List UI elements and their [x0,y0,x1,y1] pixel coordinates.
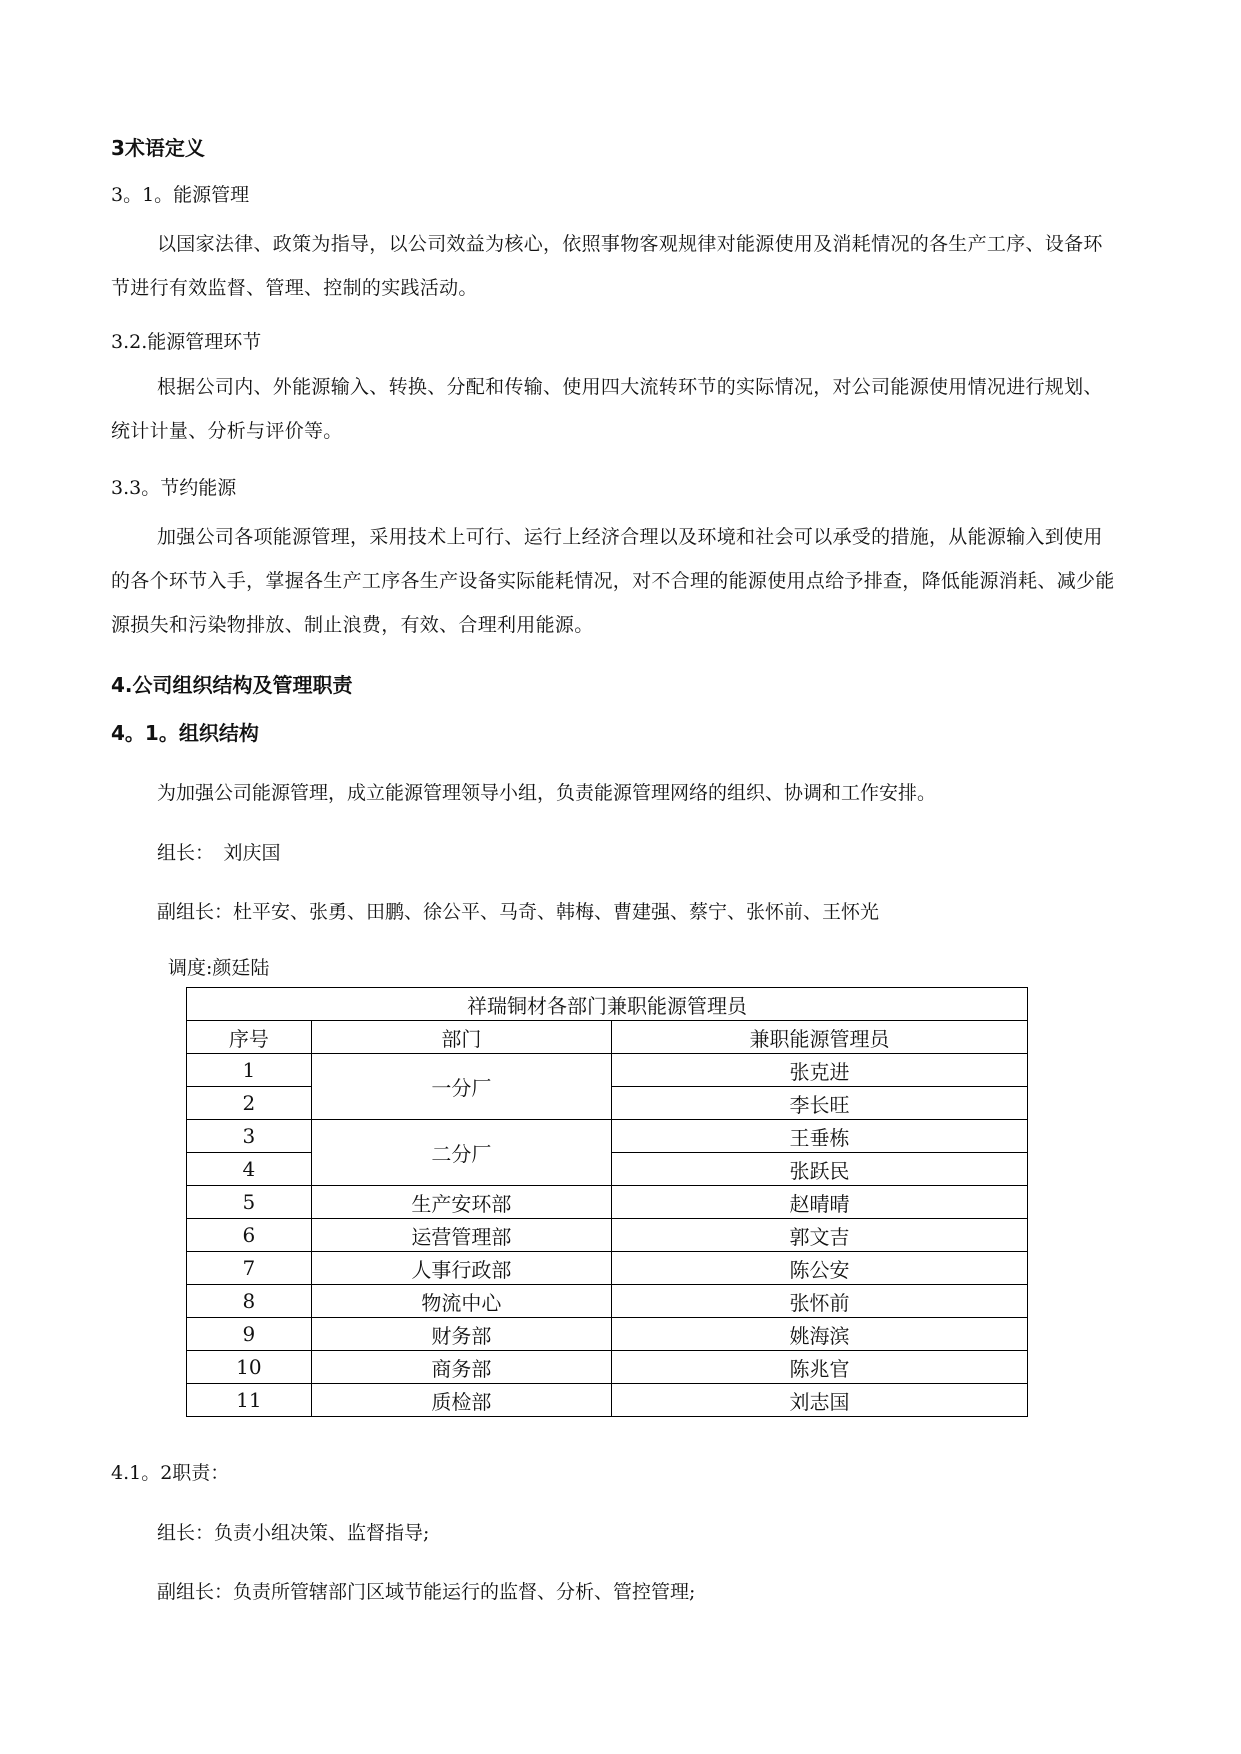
row-department: 财务部 [311,1318,611,1351]
section-3-1-paragraph: 以国家法律、政策为指导，以公司效益为核心，依照事物客观规律对能源使用及消耗情况的各生产工序、设备环节进行有效监督、管理、控制的实践活动。 [111,233,1103,299]
header-department: 部门 [311,1021,611,1054]
section-3-heading: 3术语定义 [111,136,205,160]
duty-leader: 组长：负责小组决策、监督指导; [157,1522,430,1544]
table-row [187,1252,1028,1285]
section-3-2-paragraph: 根据公司内、外能源输入、转换、分配和传输、使用四大流转环节的实际情况，对公司能源使用情况进行规划、统计计量、分析与评价等。 [111,376,1103,442]
table-row [187,1054,1028,1087]
row-number: 4 [187,1153,312,1186]
table-row [187,1285,1028,1318]
section-4-heading: 4.公司组织结构及管理职责 [111,673,353,697]
leader-line: 组长： 刘庆国 [157,842,281,864]
table-title: 祥瑞铜材各部门兼职能源管理员 [187,988,1028,1021]
section-4-1-heading: 4。1。组织结构 [111,721,259,745]
row-department: 人事行政部 [311,1252,611,1285]
row-department: 二分厂 [311,1120,611,1186]
row-number: 10 [187,1351,312,1384]
header-number: 序号 [187,1021,312,1054]
dispatch-line: 调度:颜廷陆 [168,957,270,979]
row-number: 9 [187,1318,312,1351]
table-row [187,1318,1028,1351]
row-number: 11 [187,1384,312,1417]
row-department: 商务部 [311,1351,611,1384]
row-manager: 王垂栋 [612,1120,1028,1153]
section-3-2-title: 3.2.能源管理环节 [111,331,262,353]
row-manager: 刘志国 [612,1384,1028,1417]
table-row [187,1186,1028,1219]
row-number: 6 [187,1219,312,1252]
section-3-3-paragraph: 加强公司各项能源管理，采用技术上可行、运行上经济合理以及环境和社会可以承受的措施，从能源输入到使用的各个环节入手，掌握各生产工序各生产设备实际能耗情况，对不合理的能源使用点给予排查，降低能源消耗、减少能源损失和污染物排放、制止浪费，有效、合理利用能源。 [111,526,1115,636]
row-manager: 张克进 [612,1054,1028,1087]
row-manager: 赵晴晴 [612,1186,1028,1219]
header-manager: 兼职能源管理员 [612,1021,1028,1054]
row-number: 1 [187,1054,312,1087]
duties-title: 4.1。2职责： [111,1462,230,1484]
table-row [187,1384,1028,1417]
row-department: 运营管理部 [311,1219,611,1252]
duty-deputy: 副组长：负责所管辖部门区域节能运行的监督、分析、管控管理; [157,1581,696,1603]
row-number: 7 [187,1252,312,1285]
table-row [187,1120,1028,1153]
row-department: 一分厂 [311,1054,611,1120]
row-department: 生产安环部 [311,1186,611,1219]
table-row [187,1351,1028,1384]
deputy-leaders-line: 副组长：杜平安、张勇、田鹏、徐公平、马奇、韩梅、曹建强、蔡宁、张怀前、王怀光 [157,901,880,923]
row-number: 2 [187,1087,312,1120]
row-number: 8 [187,1285,312,1318]
row-department: 物流中心 [311,1285,611,1318]
row-manager: 陈兆官 [612,1351,1028,1384]
org-intro: 为加强公司能源管理，成立能源管理领导小组，负责能源管理网络的组织、协调和工作安排。 [157,782,937,804]
table-header-row [187,1021,1028,1054]
row-manager: 郭文吉 [612,1219,1028,1252]
row-manager: 张跃民 [612,1153,1028,1186]
row-manager: 陈公安 [612,1252,1028,1285]
row-manager: 李长旺 [612,1087,1028,1120]
section-3-1-title: 3。1。能源管理 [111,184,250,206]
section-3-3-title: 3.3。节约能源 [111,477,237,499]
energy-manager-table [186,987,1028,1417]
row-manager: 张怀前 [612,1285,1028,1318]
row-number: 3 [187,1120,312,1153]
table-row [187,1219,1028,1252]
row-department: 质检部 [311,1384,611,1417]
row-manager: 姚海滨 [612,1318,1028,1351]
row-number: 5 [187,1186,312,1219]
